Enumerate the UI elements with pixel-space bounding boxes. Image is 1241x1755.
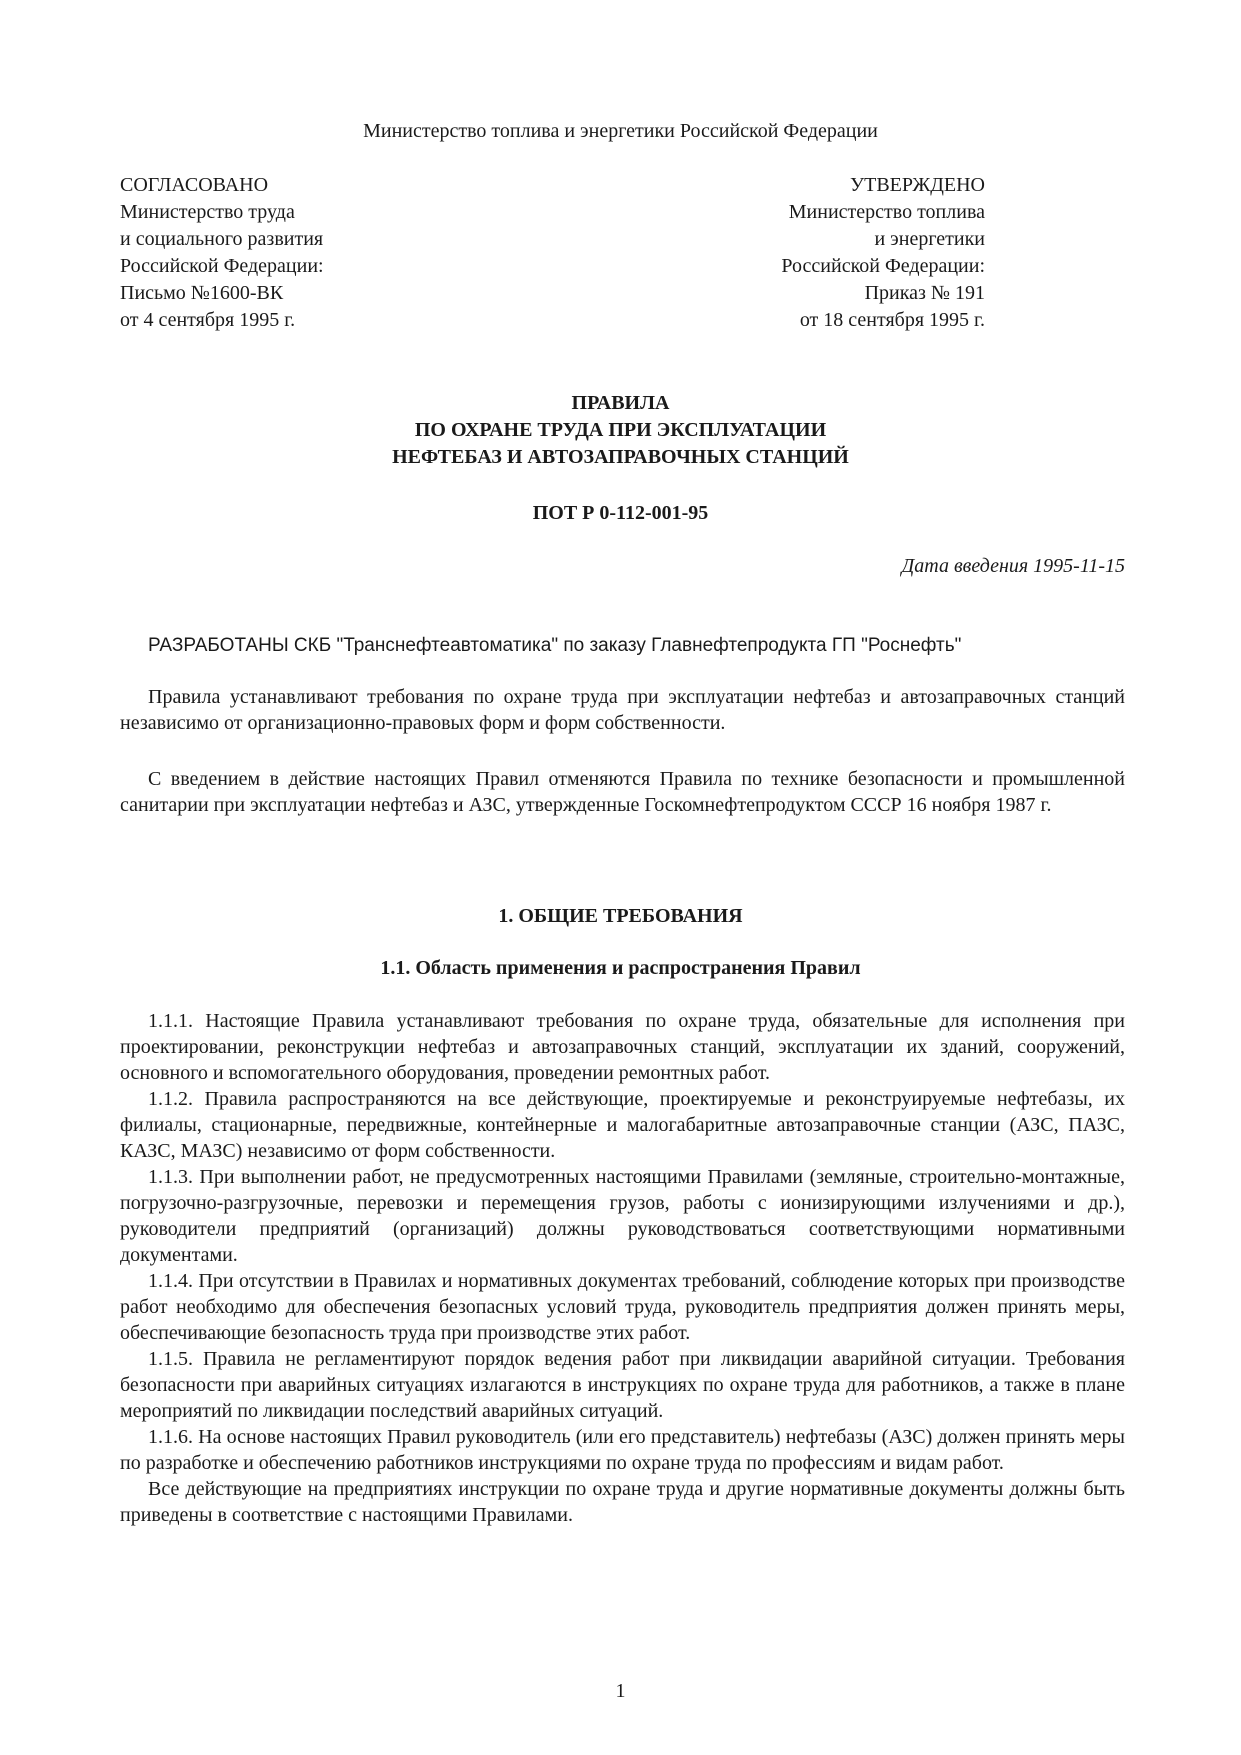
clause-paragraph: 1.1.3. При выполнении работ, не предусмотренных настоящими Правилами (земляные, строительно-монтажные, погрузочно-разгрузочные, перевозки и перемещения грузов, работы с ионизирующими излучениями и др.), руководители предприятий (организаций) должны руководствоваться соответствующими нормативными документами. bbox=[120, 1166, 1125, 1266]
intro-paragraph: Правила устанавливают требования по охране труда при эксплуатации нефтебаз и автозаправочных станций независимо от организационно-правовых форм и форм собственности. bbox=[120, 686, 1125, 734]
document-title bbox=[0, 390, 1241, 471]
approval-left-line: СОГЛАСОВАНО bbox=[120, 174, 269, 196]
title-line: ПРАВИЛА bbox=[571, 392, 670, 414]
clause-paragraph: 1.1.5. Правила не регламентируют порядок ведения работ при ликвидации аварийной ситуации. Требования безопасности при аварийных ситуациях излагаются в инструкциях по охране труда для работников, а также в плане мероприятий по ликвидации последствий аварийных ситуаций. bbox=[120, 1348, 1125, 1422]
approval-left-line: Письмо №1600-ВК bbox=[120, 282, 284, 304]
clause-paragraph: 1.1.2. Правила распространяются на все действующие, проектируемые и реконструируемые нефтебазы, их филиалы, стационарные, передвижные, контейнерные и малогабаритные автозаправочные станции (АЗС, ПАЗС, КАЗС, МАЗС) независимо от форм собственности. bbox=[120, 1088, 1125, 1162]
intro-paragraph: С введением в действие настоящих Правил отменяются Правила по технике безопасности и промышленной санитарии при эксплуатации нефтебаз и АЗС, утвержденные Госкомнефтепродуктом СССР 16 ноября 1987 г. bbox=[120, 768, 1125, 816]
approval-block-right bbox=[580, 172, 985, 334]
approval-left-line: Российской Федерации: bbox=[120, 255, 324, 277]
clause-paragraph: 1.1.4. При отсутствии в Правилах и нормативных документах требований, соблюдение которых при производстве работ необходимо для обеспечения безопасных условий труда, руководитель предприятия должен принять меры, обеспечивающие безопасность труда при производстве этих работ. bbox=[120, 1270, 1125, 1344]
page-number: 1 bbox=[615, 1680, 626, 1702]
approval-right-line: УТВЕРЖДЕНО bbox=[849, 174, 985, 196]
approval-left-line: и социального развития bbox=[120, 228, 324, 250]
section-title: 1. ОБЩИЕ ТРЕБОВАНИЯ bbox=[498, 905, 743, 927]
ministry-header: Министерство топлива и энергетики Российской Федерации bbox=[363, 120, 878, 142]
approval-right-line: Министерство топлива bbox=[788, 201, 985, 223]
introduction-date: Дата введения 1995-11-15 bbox=[901, 555, 1125, 577]
document-code: ПОТ Р 0-112-001-95 bbox=[532, 502, 709, 524]
title-line: ПО ОХРАНЕ ТРУДА ПРИ ЭКСПЛУАТАЦИИ bbox=[414, 419, 827, 441]
approval-block-left bbox=[120, 172, 520, 334]
approval-right-line: Приказ № 191 bbox=[864, 282, 985, 304]
approval-left-line: Министерство труда bbox=[120, 201, 295, 223]
approval-right-line: от 18 сентября 1995 г. bbox=[799, 309, 985, 331]
subsection-title: 1.1. Область применения и распространения Правил bbox=[380, 957, 861, 979]
clause-paragraph: Все действующие на предприятиях инструкции по охране труда и другие нормативные документы должны быть приведены в соответствие с настоящими Правилами. bbox=[120, 1478, 1125, 1526]
developer-statement: РАЗРАБОТАНЫ СКБ "Транснефтеавтоматика" по заказу Главнефтепродукта ГП "Роснефть" bbox=[148, 635, 962, 656]
clauses-list bbox=[120, 1008, 1125, 1528]
title-line: НЕФТЕБАЗ И АВТОЗАПРАВОЧНЫХ СТАНЦИЙ bbox=[392, 446, 849, 468]
approval-right-line: и энергетики bbox=[874, 228, 985, 250]
clause-paragraph: 1.1.6. На основе настоящих Правил руководитель (или его представитель) нефтебазы (АЗС) должен принять меры по разработке и обеспечению работников инструкциями по охране труда по профессиям и видам работ. bbox=[120, 1426, 1125, 1474]
approval-left-line: от 4 сентября 1995 г. bbox=[120, 309, 296, 331]
clause-paragraph: 1.1.1. Настоящие Правила устанавливают требования по охране труда, обязательные для исполнения при проектировании, реконструкции нефтебаз и автозаправочных станций, эксплуатации их зданий, сооружений, основного и вспомогательного оборудования, проведении ремонтных работ. bbox=[120, 1010, 1125, 1084]
approval-right-line: Российской Федерации: bbox=[781, 255, 985, 277]
